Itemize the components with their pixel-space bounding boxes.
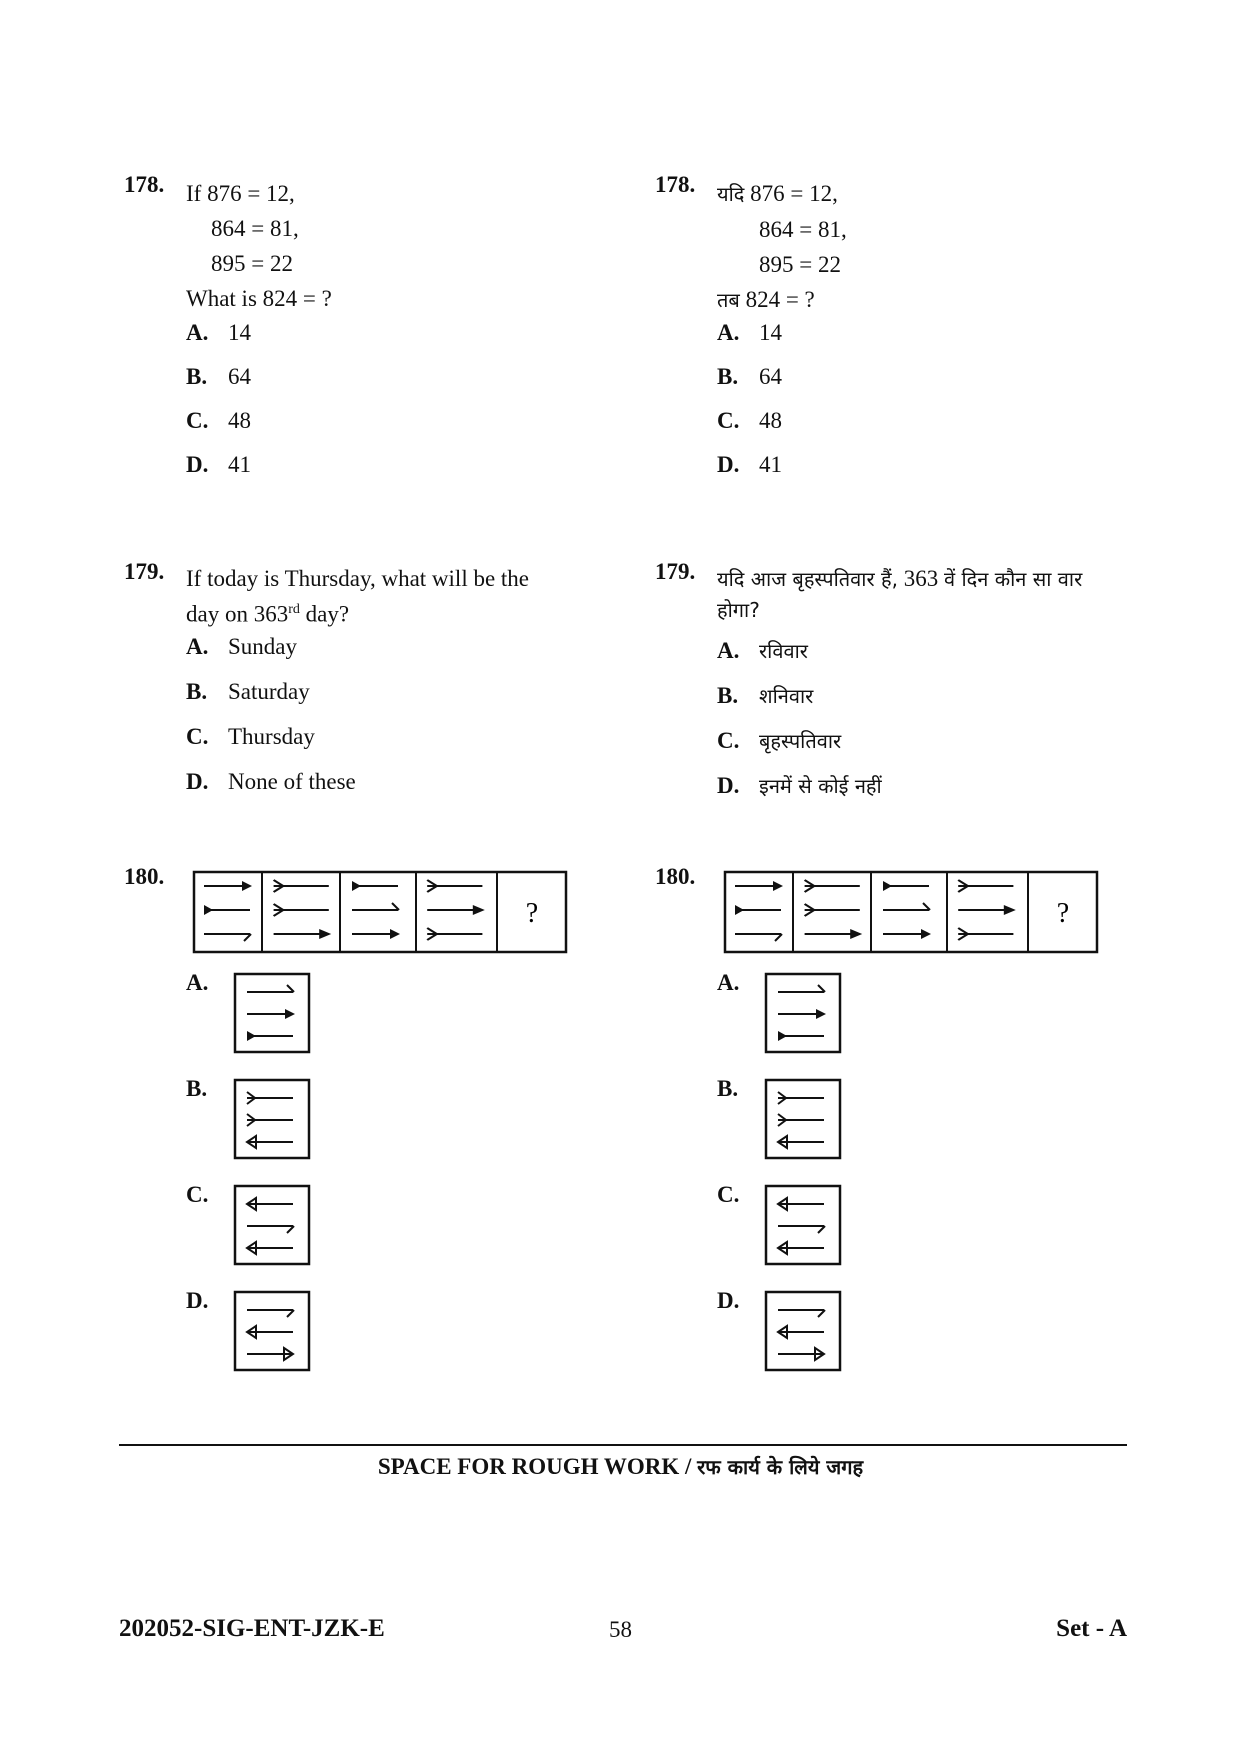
figure-series xyxy=(192,870,572,956)
arrow-mark xyxy=(274,880,329,892)
option-b-figure[interactable] xyxy=(233,1078,313,1162)
arrow-mark xyxy=(204,934,251,941)
rough-work-heading: SPACE FOR ROUGH WORK / रफ कार्य के लिये जगह xyxy=(377,1454,864,1479)
question-line: यदि आज बृहस्पतिवार हैं, 363 वें दिन कौन सा वार xyxy=(717,566,1083,591)
question-text xyxy=(186,563,566,630)
question-line: 864 = 81, xyxy=(759,217,847,242)
option-b[interactable]: B. शनिवार xyxy=(717,683,814,708)
arrow-mark xyxy=(427,905,485,915)
option-d-label[interactable]: D. xyxy=(186,1288,209,1313)
option-d[interactable]: D. इनमें से कोई नहीं xyxy=(717,773,882,798)
option-b-label[interactable]: B. xyxy=(717,1076,739,1101)
set-label: Set - A xyxy=(1056,1615,1127,1642)
question-number: 178. xyxy=(655,172,696,197)
question-mark: ? xyxy=(1056,898,1070,929)
option-b[interactable]: B. 64 xyxy=(717,364,782,389)
option-c[interactable]: C. Thursday xyxy=(186,724,315,749)
arrow-mark xyxy=(352,929,400,939)
option-d-label[interactable]: D. xyxy=(717,1288,740,1313)
option-a-label[interactable]: A. xyxy=(717,970,740,995)
question-line: If today is Thursday, what will be the xyxy=(186,566,530,591)
option-d-figure[interactable] xyxy=(233,1290,313,1374)
option-d[interactable]: D. 41 xyxy=(186,452,251,477)
arrow-mark xyxy=(274,929,332,939)
option-a[interactable]: A. 14 xyxy=(717,320,782,345)
question-text xyxy=(717,176,1097,318)
arrow-mark xyxy=(427,928,482,940)
arrow-mark xyxy=(274,904,329,916)
option-a-figure[interactable] xyxy=(764,972,844,1056)
option-b[interactable]: B. 64 xyxy=(186,364,251,389)
question-number: 180. xyxy=(124,864,165,889)
question-line: 895 = 22 xyxy=(759,252,841,277)
figure-series xyxy=(723,870,1103,956)
option-d[interactable]: D. None of these xyxy=(186,769,356,794)
option-a[interactable]: A. 14 xyxy=(186,320,251,345)
question-line: What is 824 = ? xyxy=(186,286,332,311)
question-number: 179. xyxy=(655,559,696,584)
option-a-figure[interactable] xyxy=(233,972,313,1056)
option-d-figure[interactable] xyxy=(764,1290,844,1374)
paper-code: 202052-SIG-ENT-JZK-E xyxy=(119,1615,385,1642)
option-c[interactable]: C. बृहस्पतिवार xyxy=(717,728,842,753)
option-b-figure[interactable] xyxy=(764,1078,844,1162)
option-c[interactable]: C. 48 xyxy=(186,408,251,433)
option-c-figure[interactable] xyxy=(233,1184,313,1268)
divider xyxy=(119,1444,1127,1446)
arrow-mark xyxy=(427,880,482,892)
page-number: 58 xyxy=(609,1617,632,1642)
option-c-label[interactable]: C. xyxy=(186,1182,209,1207)
question-line: If 876 = 12, xyxy=(186,181,295,206)
question-text xyxy=(717,563,1137,626)
question-mark: ? xyxy=(525,898,539,929)
series-frame xyxy=(194,872,566,952)
option-c-label[interactable]: C. xyxy=(717,1182,740,1207)
option-c-figure[interactable] xyxy=(764,1184,844,1268)
option-a[interactable]: A. रविवार xyxy=(717,638,808,663)
question-number: 178. xyxy=(124,172,165,197)
option-b-label[interactable]: B. xyxy=(186,1076,208,1101)
option-d[interactable]: D. 41 xyxy=(717,452,782,477)
option-c[interactable]: C. 48 xyxy=(717,408,782,433)
question-line: होगा? xyxy=(717,598,760,622)
arrow-mark xyxy=(352,903,399,910)
arrow-mark xyxy=(204,881,252,891)
option-a-label[interactable]: A. xyxy=(186,970,209,995)
question-line: यदि 876 = 12, xyxy=(717,181,838,206)
question-line: 864 = 81, xyxy=(211,216,299,241)
question-number: 179. xyxy=(124,559,165,584)
question-number: 180. xyxy=(655,864,696,889)
question-line: 895 = 22 xyxy=(211,251,293,276)
arrow-mark xyxy=(352,881,398,891)
arrow-mark xyxy=(204,905,250,915)
option-b[interactable]: B. Saturday xyxy=(186,679,310,704)
question-line: तब 824 = ? xyxy=(717,287,815,312)
question-text xyxy=(186,176,566,316)
question-line: day on 363rd day? xyxy=(186,601,350,627)
option-a[interactable]: A. Sunday xyxy=(186,634,297,659)
